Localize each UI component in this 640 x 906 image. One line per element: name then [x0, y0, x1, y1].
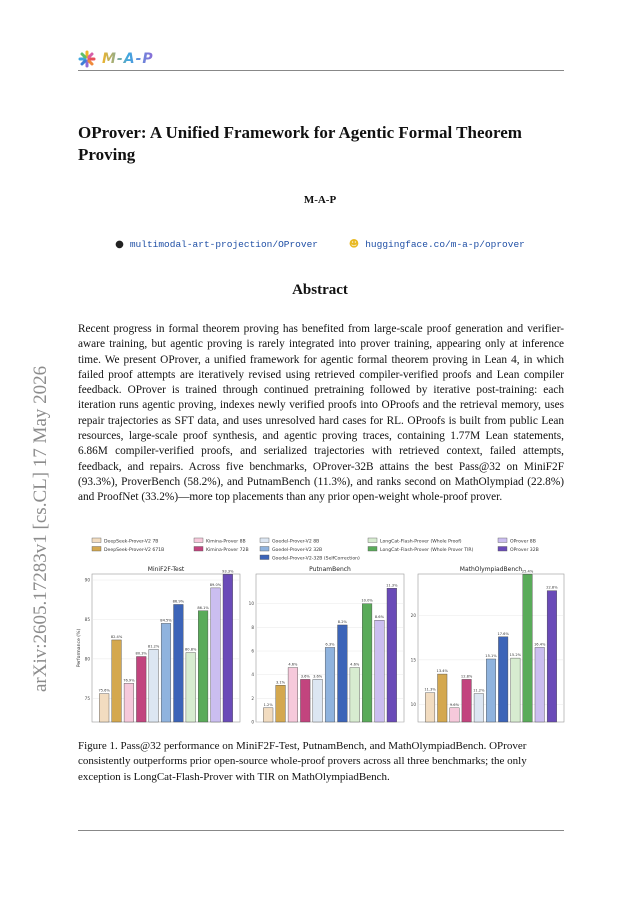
bar — [300, 679, 310, 722]
legend-swatch — [260, 547, 269, 552]
y-tick-label: 80 — [84, 656, 90, 662]
bar — [511, 658, 521, 722]
legend-label: LongCat-Flash-Prover (Whole Proof) — [380, 539, 462, 545]
legend-label: Goedel-Prover-V2 32B — [272, 548, 323, 553]
bar — [174, 604, 184, 722]
y-tick-label: 15 — [410, 657, 416, 663]
arxiv-stamp-text: arXiv:2605.17283v1 [cs.CL] 17 May 2026 — [30, 365, 51, 692]
bar-value-label: 10.0% — [361, 598, 373, 603]
bar-value-label: 82.4% — [110, 634, 123, 639]
map-logo — [78, 50, 154, 68]
bar-value-label: 12.8% — [460, 674, 473, 679]
abstract-body: Recent progress in formal theorem proving has benefited from large-scale proof generation and verifier-aware training, but agentic proving is rarely integrated into prover training, appearing only at inference time. We present OProver, a unified framework for agentic formal theorem proving in Lean 4, in which failed proof attempts are iteratively revised using retrieved compiler-verified proofs and Lean compiler feedback. OProver is trained through continued pretraining followed by iterative post-training: each iteration runs agentic proving, indexes newly verified proofs into OProofs and the retrieval memory, uses repair trajectories as SFT data, and uses unresolved hard cases for RL. OProofs is built from public Lean resources, large-scale proof synthesis, and agentic proving traces, containing 1.77M Lean statements, 6.86M compiler-verified proofs, and serialized trajectories with retrieved context, failed attempts, feedback, and repairs. Across five benchmarks, OProver-32B attains the best Pass@32 on MiniF2F (93.3%), ProverBench (58.2%), and PutnamBench (11.3%), and ranks second on MathOlympiad (22.8%) and ProofNet (33.2%)—more top placements than any prior open-weight whole-proof prover. — [78, 323, 564, 504]
y-tick-label: 4 — [251, 672, 254, 678]
y-tick-label: 0 — [251, 719, 254, 725]
legend-swatch — [92, 547, 101, 552]
legend-swatch — [260, 538, 269, 543]
legend-label: Goedel-Prover-V2-32B (SelfCorrection) — [272, 556, 360, 562]
bar-value-label: 3.1% — [275, 680, 286, 685]
bar-value-label: 4.6% — [288, 662, 298, 667]
bar — [198, 611, 208, 722]
bar-value-label: 22.8% — [546, 585, 558, 590]
bar-value-label: 25.4% — [521, 569, 534, 574]
figure-caption: Figure 1. Pass@32 performance on MiniF2F-Test, PutnamBench, and MathOlympiadBench. OProver consistently outperforms prior open-source whole-proof provers across all three benchmarks; the only exception is LongCat-Flash-Prover with TIR on MathOlympiadBench. — [78, 740, 527, 783]
bar-value-label: 89.0% — [209, 582, 222, 587]
bar — [149, 649, 159, 722]
bar — [211, 588, 221, 722]
legend-swatch — [498, 547, 507, 552]
bar-value-label: 1.2% — [263, 702, 273, 707]
y-tick-label: 10 — [248, 601, 254, 607]
bar — [350, 668, 360, 722]
header-rule — [78, 70, 564, 71]
bar-chart-figure — [78, 534, 564, 730]
legend-label: LongCat-Flash-Prover (Whole Prover TIR) — [380, 548, 474, 553]
paper-author: M-A-P — [303, 194, 337, 206]
legend-label: Goedel-Prover-V2 8B — [272, 539, 320, 545]
starburst-logo-icon — [78, 50, 96, 68]
bar-value-label: 13.4% — [436, 669, 448, 674]
y-tick-label: 20 — [410, 613, 416, 618]
y-tick-label: 75 — [84, 695, 90, 701]
bar-value-label: 86.9% — [172, 599, 185, 604]
bar — [425, 693, 435, 722]
legend-label: Kimina-Prover 8B — [206, 539, 246, 545]
bar — [313, 679, 323, 722]
bar — [375, 620, 385, 722]
paper-links — [0, 239, 640, 250]
bar — [161, 623, 171, 722]
bar-value-label: 6.3% — [325, 642, 335, 647]
bar-value-label: 75.6% — [98, 688, 110, 693]
bar — [387, 588, 397, 722]
figure-1 — [78, 534, 564, 730]
legend-label: OProver 32B — [510, 548, 539, 553]
bar-value-label: 16.4% — [534, 642, 546, 647]
huggingface-link[interactable]: huggingface.co/m-a-p/oprover — [365, 239, 525, 250]
bar-value-label: 81.2% — [147, 644, 160, 649]
bar — [223, 574, 233, 722]
footer-rule — [78, 830, 564, 831]
legend-swatch — [92, 538, 101, 543]
logo-wordmark: M-A-P — [102, 51, 154, 67]
bar-value-label: 11.2% — [473, 688, 485, 693]
bar-value-label: 80.8% — [185, 647, 197, 652]
y-tick-label: 10 — [410, 701, 416, 707]
legend-swatch — [194, 547, 203, 552]
bar — [338, 625, 348, 722]
bar — [547, 591, 557, 722]
bar — [450, 708, 460, 722]
bar — [136, 657, 146, 722]
panel-title: MiniF2F-Test — [147, 566, 185, 573]
legend-swatch — [368, 538, 377, 543]
bar-value-label: 15.2% — [509, 653, 522, 658]
bar — [498, 637, 508, 722]
legend-label: OProver 8B — [510, 539, 536, 545]
bar — [288, 668, 298, 722]
bar — [474, 694, 484, 722]
bar-value-label: 8.2% — [337, 619, 347, 624]
bar-value-label: 80.3% — [135, 651, 147, 656]
bar — [523, 574, 533, 722]
bar-value-label: 86.1% — [197, 605, 209, 610]
bar-value-label: 76.9% — [123, 678, 135, 683]
abstract-heading: Abstract — [292, 282, 348, 298]
bar-value-label: 84.5% — [160, 618, 172, 623]
legend-label: DeepSeek-Prover-V2 7B — [104, 539, 159, 545]
bar — [99, 694, 109, 722]
bar-value-label: 11.3% — [386, 583, 398, 588]
y-tick-label: 85 — [84, 616, 90, 622]
huggingface-icon: ☻ — [348, 239, 360, 250]
logo-text — [102, 51, 154, 67]
bar-value-label: 3.6% — [300, 674, 310, 679]
bar — [263, 708, 273, 722]
y-tick-label: 8 — [251, 624, 254, 630]
legend-swatch — [194, 538, 203, 543]
bar — [535, 647, 545, 722]
bar — [276, 685, 286, 722]
y-axis-label: Performance (%) — [77, 628, 82, 668]
bar-value-label: 9.6% — [449, 702, 460, 707]
paper-title: OProver: A Unified Framework for Agentic Formal Theorem Proving — [78, 123, 522, 164]
bar-value-label: 15.1% — [485, 653, 497, 658]
arxiv-stamp — [18, 262, 51, 692]
bar-value-label: 93.3% — [222, 569, 234, 574]
bar — [186, 653, 196, 722]
bar-value-label: 11.3% — [424, 687, 436, 692]
bar — [486, 659, 496, 722]
legend-swatch — [260, 555, 269, 560]
legend-swatch — [498, 538, 507, 543]
bar — [325, 647, 335, 722]
bar-value-label: 8.6% — [374, 615, 385, 620]
github-link[interactable]: multimodal-art-projection/OProver — [129, 239, 318, 250]
bar — [112, 640, 122, 722]
github-icon: ● — [115, 239, 124, 250]
bar-value-label: 17.6% — [497, 631, 509, 636]
bar — [124, 683, 134, 722]
legend-label: Kimina-Prover 72B — [206, 548, 249, 553]
panel-title: MathOlympiadBench — [459, 566, 523, 573]
bar — [462, 679, 472, 722]
panel-title: PutnamBench — [309, 566, 351, 573]
legend-swatch — [368, 547, 377, 552]
y-tick-label: 2 — [251, 695, 254, 701]
bar — [438, 674, 448, 722]
y-tick-label: 90 — [84, 577, 90, 583]
bar — [362, 604, 372, 722]
bar-value-label: 3.6% — [313, 674, 323, 679]
legend-label: DeepSeek-Prover-V2 671B — [104, 548, 165, 553]
y-tick-label: 6 — [251, 648, 254, 654]
bar-value-label: 4.6% — [350, 662, 360, 667]
